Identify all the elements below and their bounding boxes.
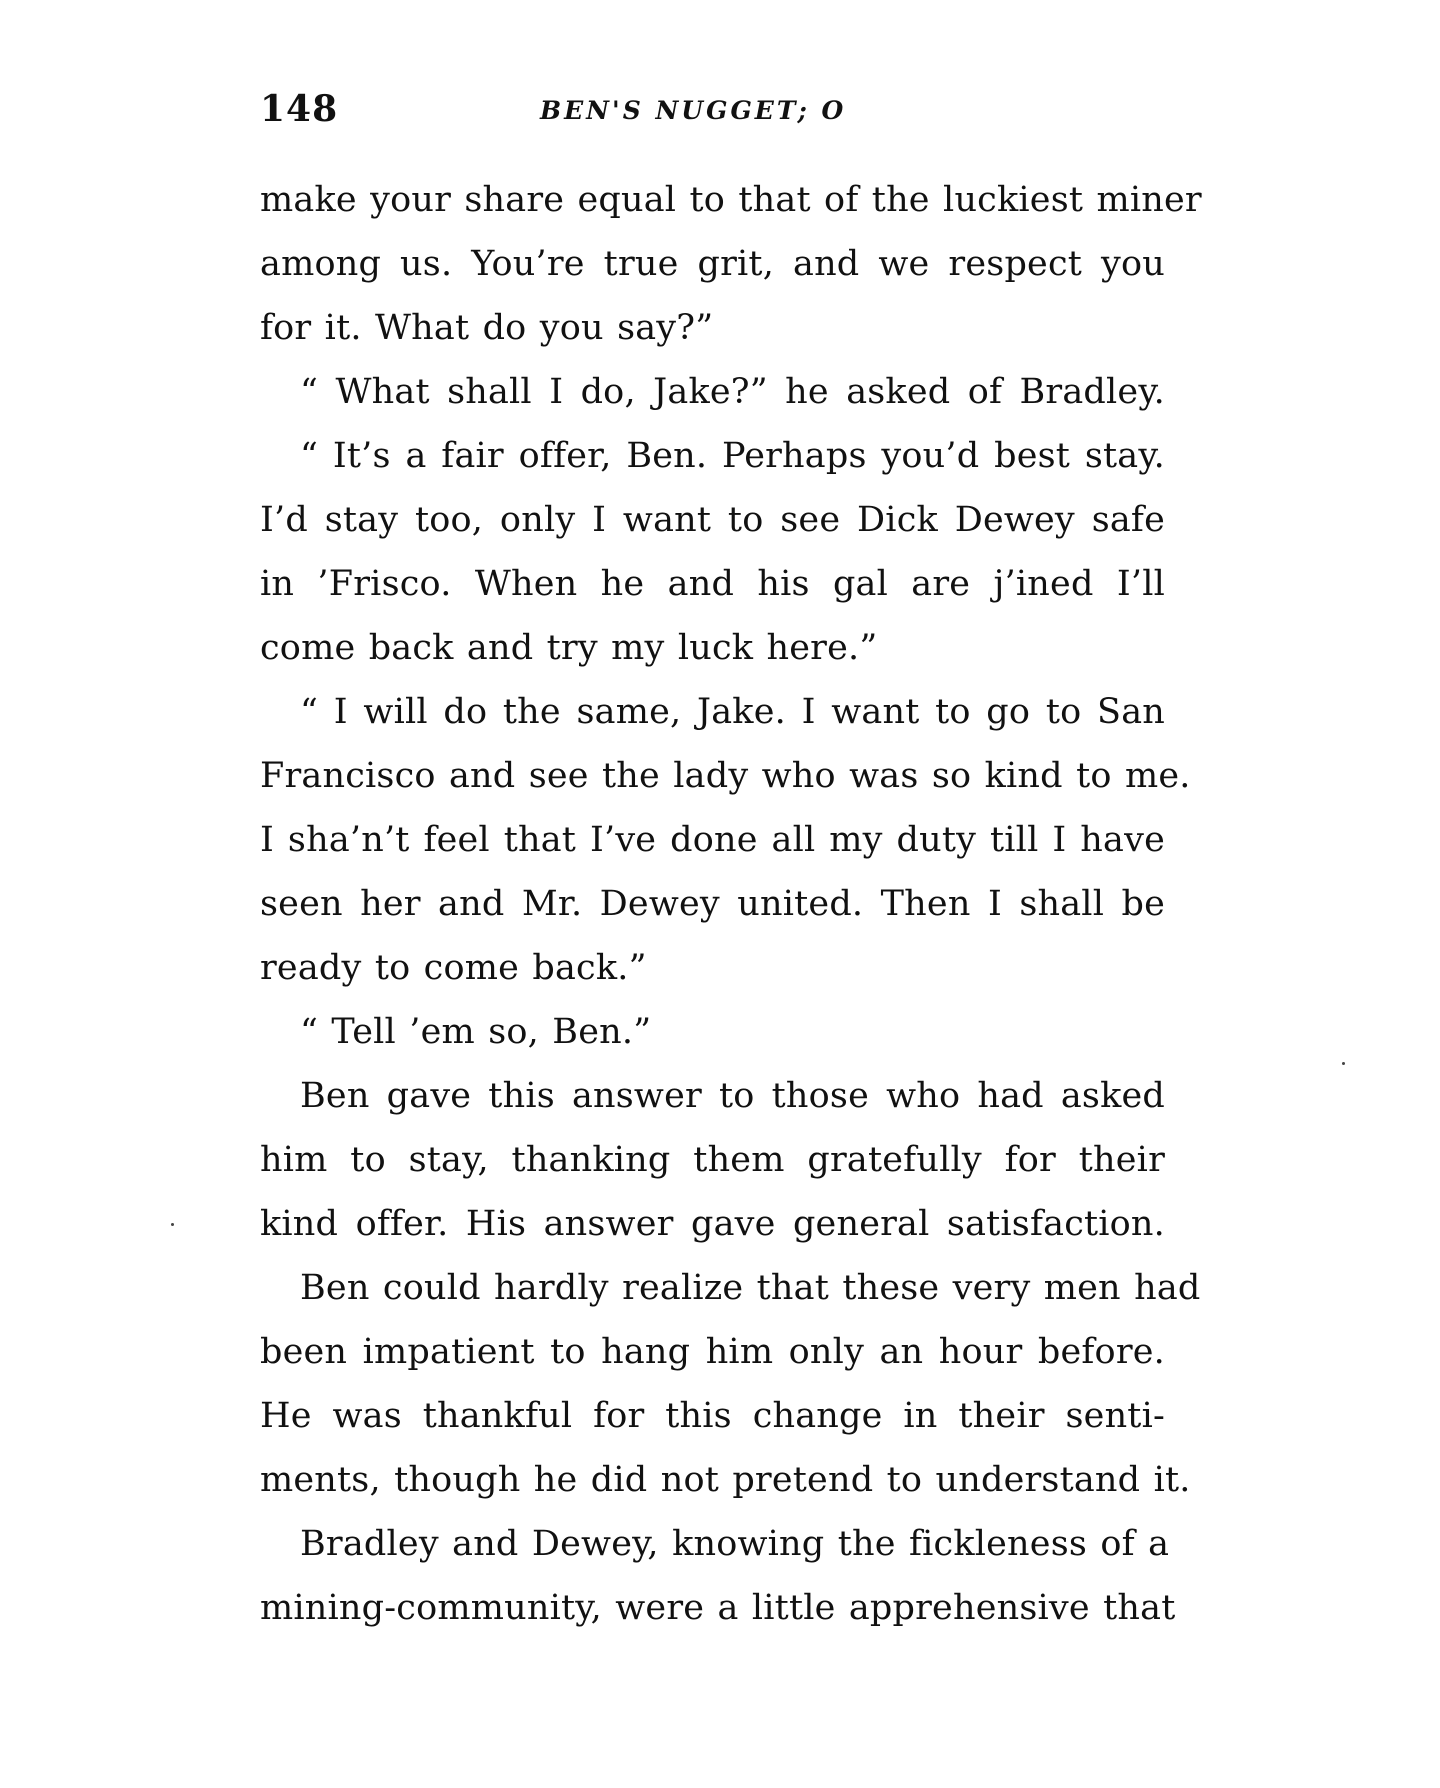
body-text xyxy=(260,168,1202,1640)
page-number: 148 xyxy=(260,88,339,130)
text-line: ready to come back.” xyxy=(260,948,647,988)
text-line: Ben gave this answer to those who had asked xyxy=(300,1076,1165,1116)
text-line: “ What shall I do, Jake?” he asked of Bradley. xyxy=(300,372,1165,412)
text-line: Bradley and Dewey, knowing the fickleness of a xyxy=(300,1524,1170,1564)
page-header xyxy=(260,88,1165,138)
text-line: I sha’n’t feel that I’ve done all my duty till I have xyxy=(260,820,1165,860)
print-speck xyxy=(1342,1062,1345,1065)
text-line: make your share equal to that of the luckiest miner xyxy=(260,180,1202,220)
text-line: among us. You’re true grit, and we respect you xyxy=(260,244,1165,284)
text-line: for it. What do you say?” xyxy=(260,308,714,348)
text-line: seen her and Mr. Dewey united. Then I shall be xyxy=(260,884,1165,924)
text-line: come back and try my luck here.” xyxy=(260,628,878,668)
text-line: him to stay, thanking them gratefully for their xyxy=(260,1140,1165,1180)
text-line: Ben could hardly realize that these very men had xyxy=(300,1268,1201,1308)
text-line: Francisco and see the lady who was so kind to me. xyxy=(260,756,1191,796)
text-line: I’d stay too, only I want to see Dick Dewey safe xyxy=(260,500,1165,540)
text-line: “ It’s a fair offer, Ben. Perhaps you’d best stay. xyxy=(300,436,1165,476)
text-line: mining-community, were a little apprehensive that xyxy=(260,1588,1176,1628)
running-head: BEN'S NUGGET; O xyxy=(540,96,847,125)
text-line: “ Tell ’em so, Ben.” xyxy=(300,1012,652,1052)
text-line: “ I will do the same, Jake. I want to go to San xyxy=(300,692,1165,732)
text-line: been impatient to hang him only an hour before. xyxy=(260,1332,1165,1372)
text-line: ments, though he did not pretend to understand it. xyxy=(260,1460,1191,1500)
text-line: He was thankful for this change in their senti- xyxy=(260,1396,1165,1436)
print-speck xyxy=(171,1223,174,1226)
text-line: in ’Frisco. When he and his gal are j’ined I’ll xyxy=(260,564,1165,604)
text-line: kind offer. His answer gave general satisfaction. xyxy=(260,1204,1165,1244)
